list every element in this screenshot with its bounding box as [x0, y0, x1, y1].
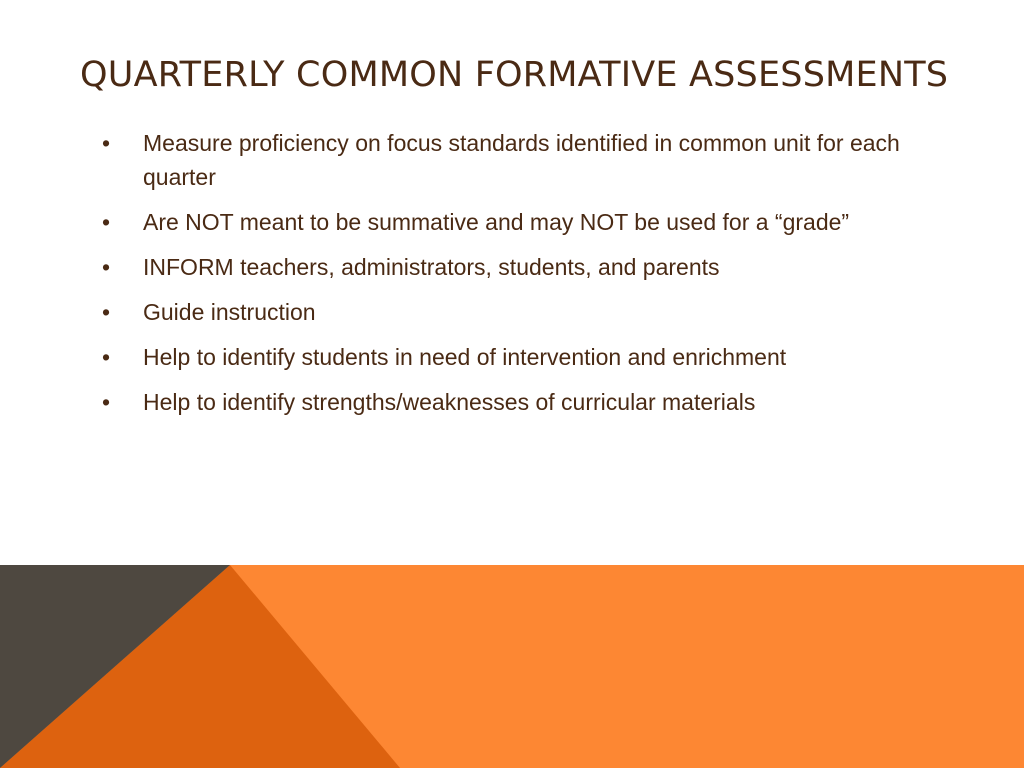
bullet-item [100, 250, 900, 284]
bullet-text: Help to identify strengths/weaknesses of curricular materials [143, 389, 756, 415]
bullet-text: Are NOT meant to be summative and may NOT be used for a “grade” [143, 209, 850, 235]
bullet-item [100, 340, 900, 374]
bullet-item [100, 295, 900, 329]
bullet-list [100, 126, 900, 430]
bullet-text: Measure proficiency on focus standards identified in common unit for each quarter [143, 130, 900, 190]
bullet-marker: • [102, 209, 111, 235]
decorative-footer-band [0, 565, 1024, 768]
bullet-item [100, 126, 900, 194]
bullet-text: Guide instruction [143, 299, 316, 325]
bullet-item [100, 205, 900, 239]
bullet-marker: • [102, 389, 111, 415]
bullet-text: INFORM teachers, administrators, students, and parents [143, 254, 720, 280]
slide-title: QUARTERLY COMMON FORMATIVE ASSESSMENTS [80, 55, 949, 95]
bullet-marker: • [102, 299, 111, 325]
bullet-text: Help to identify students in need of intervention and enrichment [143, 344, 787, 370]
bullet-marker: • [102, 254, 111, 280]
bullet-marker: • [102, 344, 111, 370]
bullet-item [100, 385, 900, 419]
bullet-marker: • [102, 130, 111, 156]
